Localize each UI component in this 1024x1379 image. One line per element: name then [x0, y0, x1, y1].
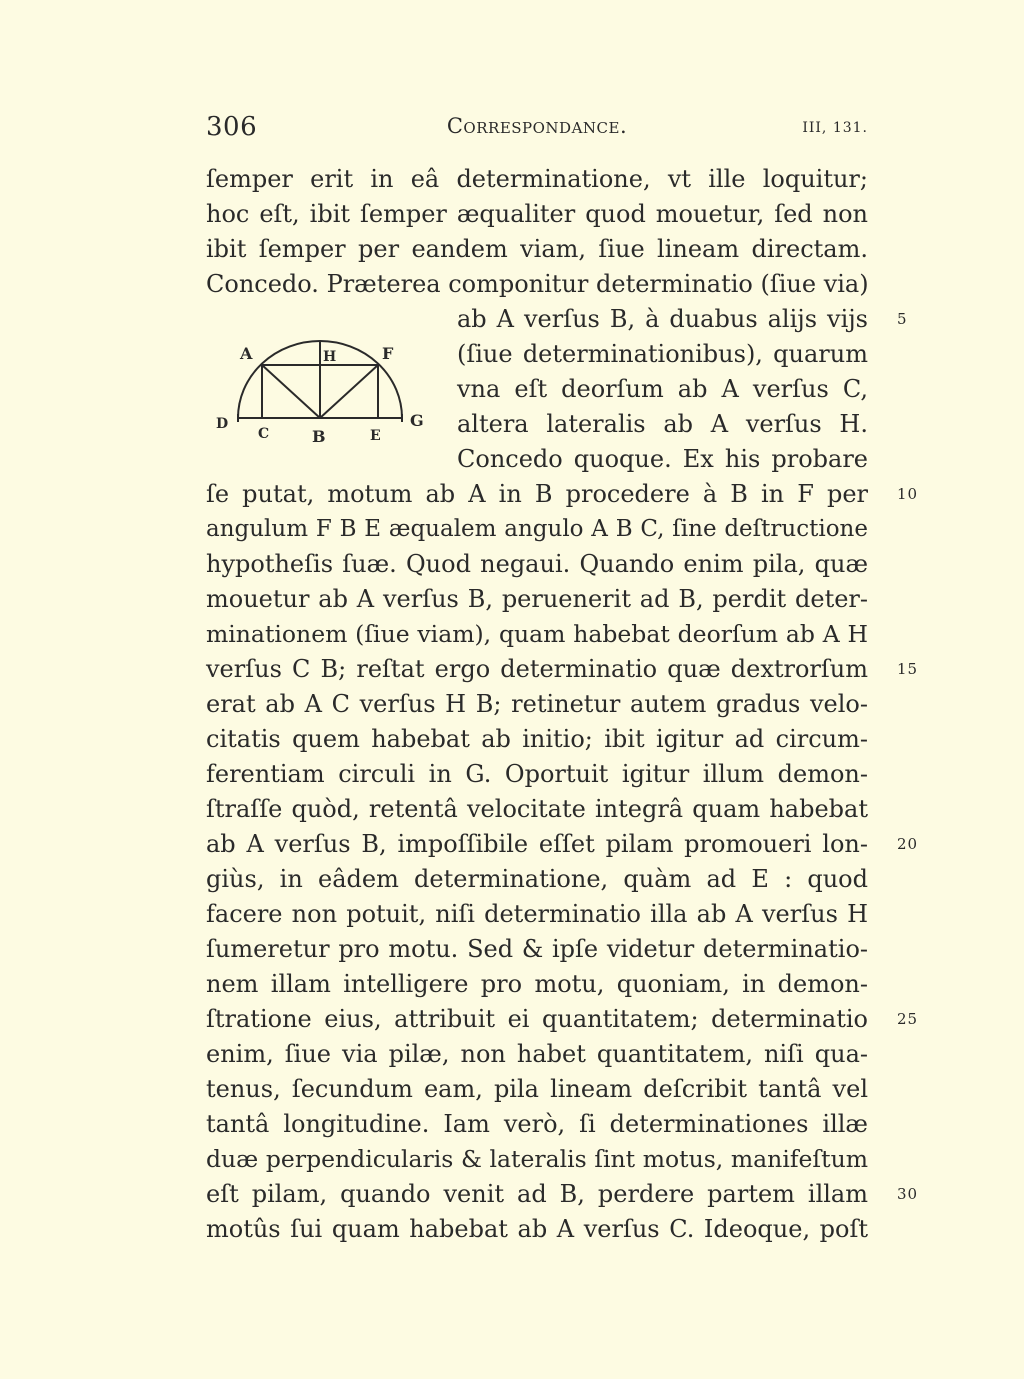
text-line: altera lateralis ab A verſus H. [457, 410, 868, 438]
text-line: facere non potuit, niſi determinatio illa ab A verſus H [206, 900, 868, 928]
text-line: enim, ſiue via pilæ, non habet quantitatem, niſi qua- [206, 1040, 868, 1068]
page-number: 306 [206, 112, 258, 142]
text-line: ſe putat, motum ab A in B procedere à B in F per [206, 480, 868, 508]
text-line: ſemper erit in eâ determinatione, vt ille loquitur; [206, 165, 868, 193]
label-c: C [258, 426, 270, 442]
text-line: ibit ſemper per eandem viam, ſiue lineam directam. [206, 235, 868, 263]
text-line: citatis quem habebat ab initio; ibit igitur ad circum- [206, 725, 868, 753]
text-line: verſus C B; reſtat ergo determinatio quæ dextrorſum [206, 655, 868, 683]
text-line: ſtraſſe quòd, retentâ velocitate integrâ quam habebat [206, 795, 868, 823]
text-line: Concedo quoque. Ex his probare [457, 445, 868, 473]
text-line: (ſiue determinationibus), quarum [457, 340, 868, 368]
geometry-diagram [212, 334, 434, 452]
volume-reference: III, 131. [802, 120, 868, 136]
running-title: Correspondance. [446, 114, 628, 138]
text-line: eſt pilam, quando venit ad B, perdere partem illam [206, 1180, 868, 1208]
text-line: ab A verſus B, impoſſibile eſſet pilam promoueri lon- [206, 830, 868, 858]
text-line: duæ perpendicularis & lateralis ſint motus, manifeſtum [206, 1145, 868, 1173]
text-line: hypotheſis ſuæ. Quod negaui. Quando enim pila, quæ [206, 550, 868, 578]
semicircle-figure [212, 334, 434, 452]
text-line: angulum F B E æqualem angulo A B C, ſine deſtructione [206, 516, 868, 542]
text-line: tantâ longitudine. Iam verò, ſi determinationes illæ [206, 1110, 868, 1138]
text-line: vna eſt deorſum ab A verſus C, [457, 375, 868, 403]
label-d: D [216, 416, 229, 432]
text-line: ab A verſus B, à duabus alijs vijs [457, 305, 868, 333]
text-line: tenus, ſecundum eam, pila lineam deſcribit tantâ vel [206, 1075, 868, 1103]
line-ab [262, 365, 320, 418]
text-line: minationem (ſiue viam), quam habebat deorſum ab A H [206, 620, 868, 648]
line-bf [320, 365, 378, 418]
line-number: 5 [897, 310, 908, 328]
text-line: erat ab A C verſus H B; retinetur autem gradus velo- [206, 690, 868, 718]
text-line: ferentiam circuli in G. Oportuit igitur illum demon- [206, 760, 868, 788]
line-number: 30 [897, 1185, 919, 1203]
line-number: 20 [897, 835, 919, 853]
text-line: ſtratione eius, attribuit ei quantitatem; determinatio [206, 1005, 868, 1033]
text-line: nem illam intelligere pro motu, quoniam, in demon- [206, 970, 868, 998]
line-number: 15 [897, 660, 919, 678]
text-line: mouetur ab A verſus B, peruenerit ad B, perdit deter- [206, 585, 868, 613]
running-header [206, 112, 868, 148]
label-a: A [240, 344, 253, 363]
label-f: F [382, 344, 394, 363]
text-line: giùs, in eâdem determinatione, quàm ad E : quod [206, 865, 868, 893]
label-h: H [323, 349, 337, 365]
label-e: E [370, 428, 381, 444]
label-b: B [312, 427, 326, 446]
label-g: G [410, 411, 424, 430]
text-line: hoc eſt, ibit ſemper æqualiter quod mouetur, ſed non [206, 200, 868, 228]
text-line: ſumeretur pro motu. Sed & ipſe videtur determinatio- [206, 935, 868, 963]
text-line: Concedo. Præterea componitur determinatio (ſiue via) [206, 270, 869, 298]
line-number: 10 [897, 485, 919, 503]
text-line: motûs ſui quam habebat ab A verſus C. Ideoque, poſt [206, 1215, 868, 1243]
line-number: 25 [897, 1010, 919, 1028]
